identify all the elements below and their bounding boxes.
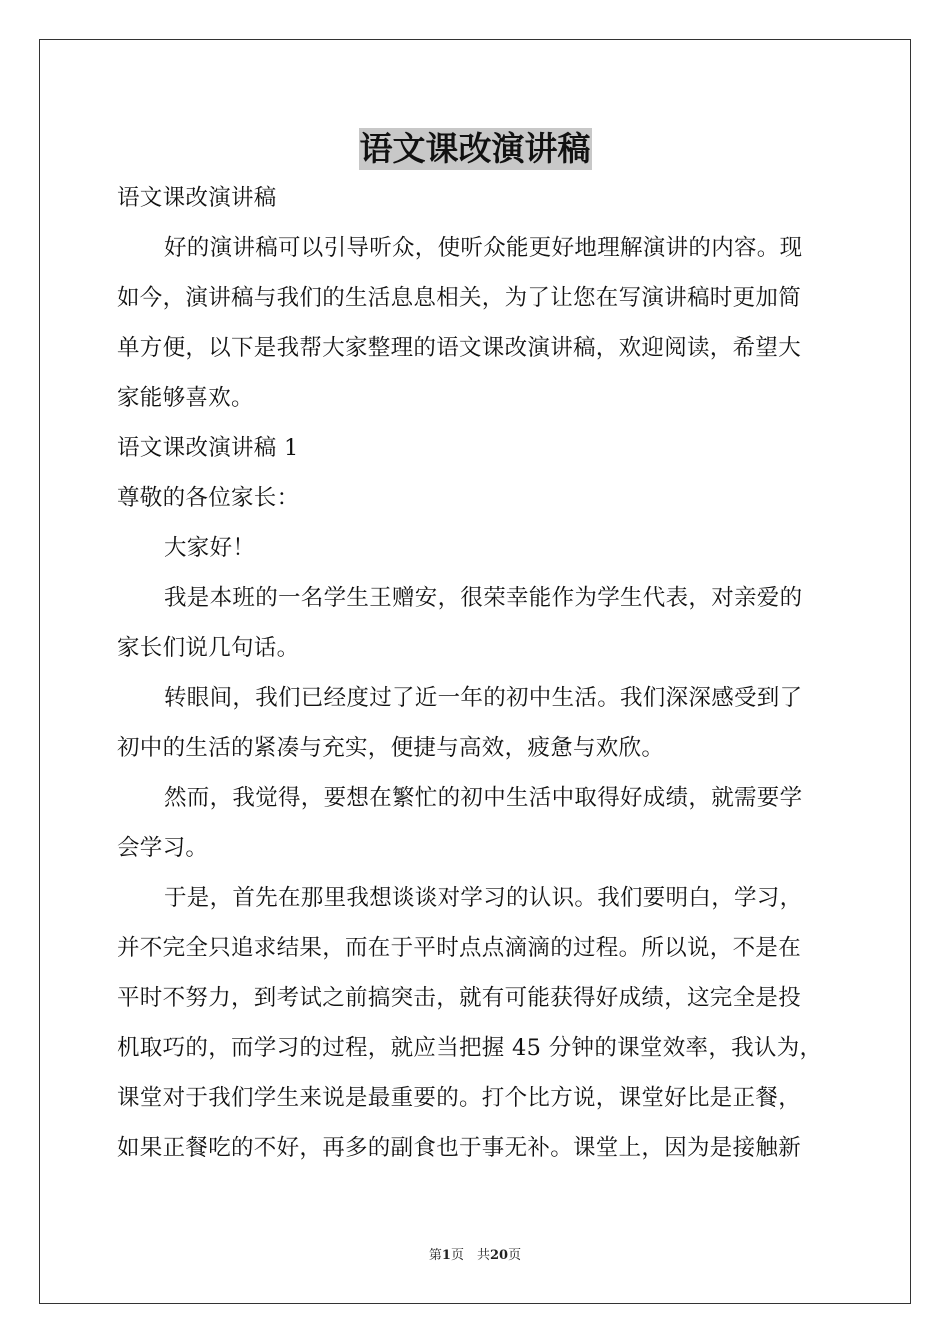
current-page-number: 1 (441, 1248, 451, 1263)
body-line: 如果正餐吃的不好，再多的副食也于事无补。课堂上，因为是接触新 (117, 1135, 802, 1161)
body-line: 家能够喜欢。 (117, 385, 254, 411)
title-wrap (0, 128, 950, 170)
body-line: 家长们说几句话。 (117, 635, 300, 661)
body-line: 大家好！ (164, 535, 256, 561)
page-footer (0, 1247, 950, 1265)
body-line: 并不完全只追求结果，而在于平时点点滴滴的过程。所以说，不是在 (117, 935, 802, 961)
body-line: 我是本班的一名学生王赠安，很荣幸能作为学生代表，对亲爱的 (164, 585, 803, 611)
body-line: 平时不努力，到考试之前搞突击，就有可能获得好成绩，这完全是投 (117, 985, 802, 1011)
body-line: 机取巧的，而学习的过程，就应当把握 45 分钟的课堂效率，我认为， (117, 1035, 823, 1061)
body-line: 转眼间，我们已经度过了近一年的初中生活。我们深深感受到了 (164, 685, 803, 711)
total-page-count: 20 (489, 1248, 509, 1263)
page-suffix: 页 (508, 1248, 522, 1263)
page-mid: 页 共 (450, 1248, 490, 1263)
body-line: 单方便，以下是我帮大家整理的语文课改演讲稿，欢迎阅读，希望大 (117, 335, 802, 361)
body-line: 然而，我觉得，要想在繁忙的初中生活中取得好成绩，就需要学 (164, 785, 803, 811)
document-body (117, 173, 837, 1173)
body-line: 好的演讲稿可以引导听众，使听众能更好地理解演讲的内容。现 (164, 235, 803, 261)
body-line: 初中的生活的紧凑与充实，便捷与高效，疲惫与欢欣。 (117, 735, 665, 761)
body-line: 如今，演讲稿与我们的生活息息相关，为了让您在写演讲稿时更加简 (117, 285, 802, 311)
body-line: 于是，首先在那里我想谈谈对学习的认识。我们要明白，学习， (164, 885, 803, 911)
body-line: 课堂对于我们学生来说是最重要的。打个比方说，课堂好比是正餐， (117, 1085, 802, 1111)
page-prefix: 第 (428, 1248, 442, 1263)
body-line: 尊敬的各位家长： (117, 485, 300, 511)
document-title: 语文课改演讲稿 (359, 129, 591, 168)
body-line: 会学习。 (117, 835, 209, 861)
body-line: 语文课改演讲稿 1 (117, 435, 299, 461)
body-line: 语文课改演讲稿 (117, 185, 277, 211)
